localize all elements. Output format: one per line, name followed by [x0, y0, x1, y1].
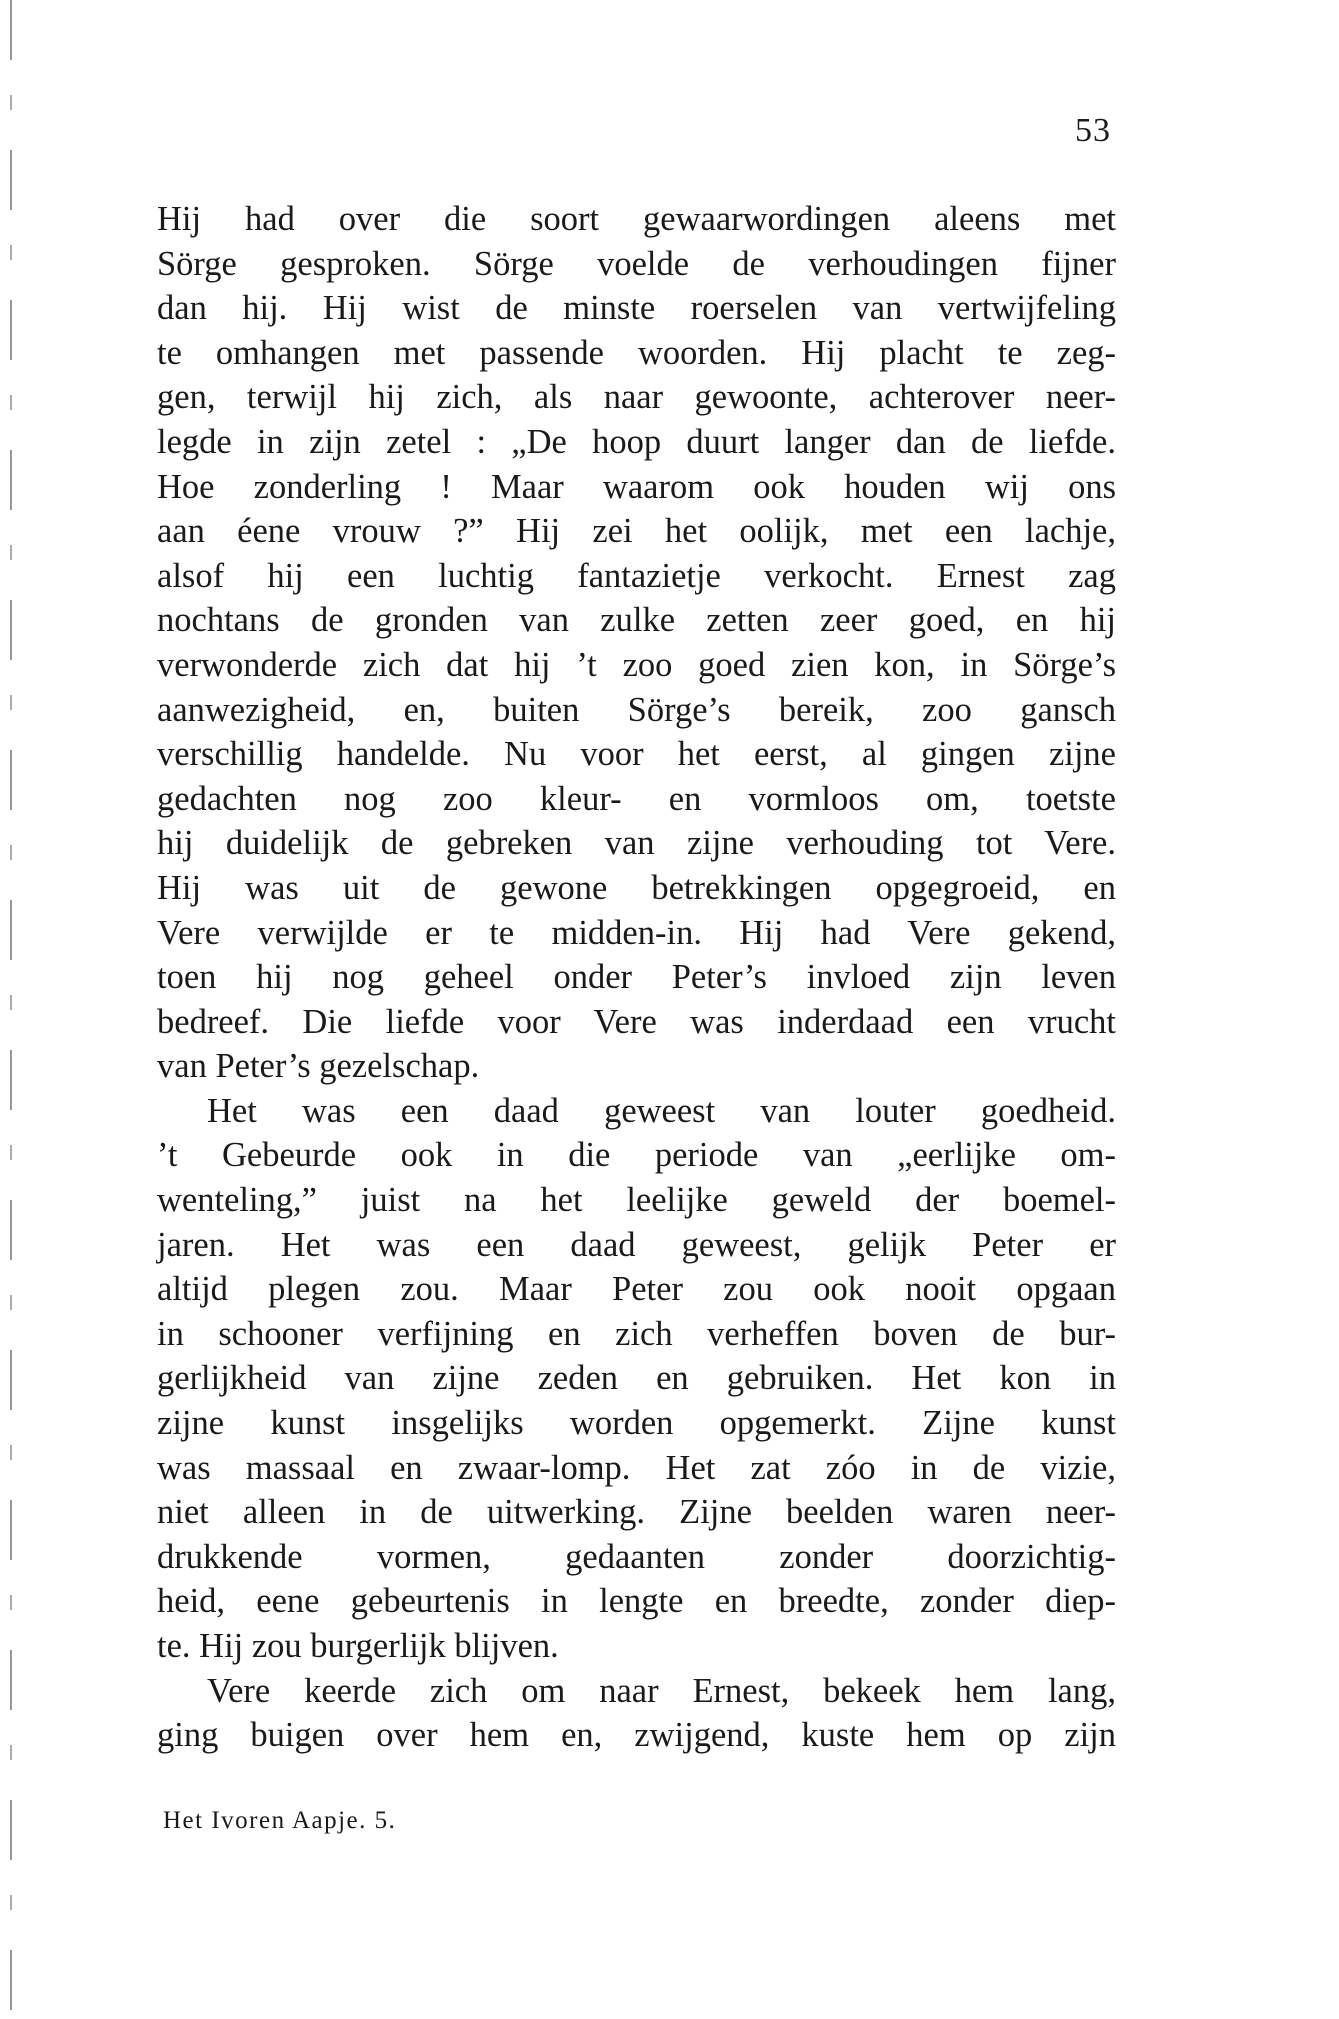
text-line: van Peter’s gezelschap. [157, 1047, 480, 1086]
text-line: drukkende vormen, gedaanten zonder doorzichtig- [157, 1537, 1116, 1576]
text-line: verwonderde zich dat hij ’t zoo goed zien kon, in Sörge’s [157, 645, 1116, 684]
text-line: aanwezigheid, en, buiten Sörge’s bereik, zoo gansch [157, 690, 1116, 729]
text-line: ’t Gebeurde ook in die periode van „eerlijke om- [157, 1136, 1116, 1175]
body-text [157, 197, 1116, 1758]
text-line: verschillig handelde. Nu voor het eerst, al gingen zijne [157, 735, 1116, 774]
text-line: was massaal en zwaar-lomp. Het zat zóo in de vizie, [157, 1448, 1116, 1487]
text-line: te. Hij zou burgerlijk blijven. [157, 1627, 559, 1665]
text-line: nochtans de gronden van zulke zetten zeer goed, en hij [157, 601, 1116, 640]
text-line: niet alleen in de uitwerking. Zijne beelden waren neer- [157, 1493, 1116, 1532]
text-line: Vere keerde zich om naar Ernest, bekeek hem lang, [207, 1671, 1116, 1710]
signature-mark: Het Ivoren Aapje. 5. [163, 1807, 397, 1834]
binding-edge [10, 0, 12, 2019]
text-line: heid, eene gebeurtenis in lengte en breedte, zonder diep- [157, 1582, 1116, 1621]
text-line: Hoe zonderling ! Maar waarom ook houden wij ons [157, 467, 1116, 506]
text-line: bedreef. Die liefde voor Vere was inderdaad een vrucht [157, 1002, 1116, 1041]
text-line: gedachten nog zoo kleur- en vormloos om, toetste [157, 779, 1116, 818]
paragraph [157, 197, 1116, 1089]
text-line: aan éene vrouw ?” Hij zei het oolijk, met een lachje, [157, 512, 1116, 551]
paragraph [157, 1669, 1116, 1758]
text-line: in schooner verfijning en zich verheffen boven de bur- [157, 1314, 1116, 1353]
text-line: dan hij. Hij wist de minste roerselen van vertwijfeling [157, 289, 1116, 328]
text-line: jaren. Het was een daad geweest, gelijk Peter er [157, 1225, 1116, 1264]
text-line: Hij was uit de gewone betrekkingen opgegroeid, en [157, 868, 1116, 907]
page-number: 53 [1075, 112, 1111, 149]
text-line: wenteling,” juist na het leelijke geweld der boemel- [157, 1181, 1116, 1220]
text-line: altijd plegen zou. Maar Peter zou ook nooit opgaan [157, 1270, 1116, 1309]
text-line: ging buigen over hem en, zwijgend, kuste hem op zijn [157, 1716, 1116, 1755]
text-line: te omhangen met passende woorden. Hij placht te zeg- [157, 333, 1116, 372]
text-line: toen hij nog geheel onder Peter’s invloed zijn leven [157, 958, 1116, 997]
text-line: legde in zijn zetel : „De hoop duurt langer dan de liefde. [157, 422, 1116, 461]
text-line: gerlijkheid van zijne zeden en gebruiken. Het kon in [157, 1359, 1116, 1398]
text-line: Hij had over die soort gewaarwordingen aleens met [157, 200, 1116, 238]
text-line: gen, terwijl hij zich, als naar gewoonte, achterover neer- [157, 378, 1116, 417]
text-line: Vere verwijlde er te midden-in. Hij had Vere gekend, [157, 913, 1116, 952]
paragraph [157, 1089, 1116, 1669]
text-line: Sörge gesproken. Sörge voelde de verhoudingen fijner [157, 244, 1116, 283]
text-line: alsof hij een luchtig fantazietje verkocht. Ernest zag [157, 556, 1116, 595]
text-line: Het was een daad geweest van louter goedheid. [207, 1091, 1116, 1130]
text-line: hij duidelijk de gebreken van zijne verhouding tot Vere. [157, 824, 1116, 863]
text-line: zijne kunst insgelijks worden opgemerkt. Zijne kunst [157, 1404, 1116, 1443]
